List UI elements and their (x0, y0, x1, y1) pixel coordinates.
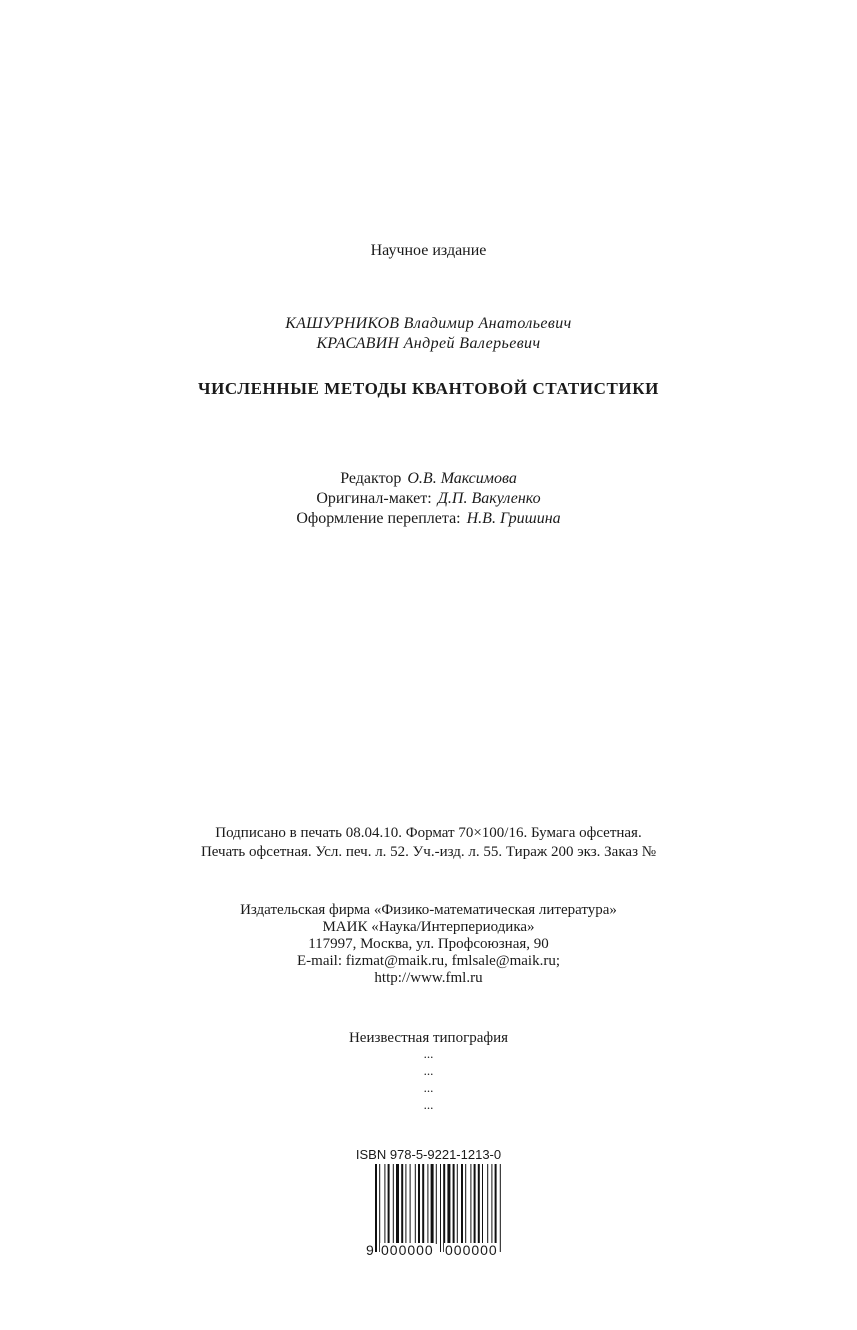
barcode-digit-group-1: 000000 (381, 1242, 434, 1258)
author-1-surname: КАШУРНИКОВ (285, 315, 400, 332)
credit-role: Оформление переплета: (296, 510, 461, 527)
printer-name: Неизвестная типография (348, 1030, 509, 1046)
credit-role: Оригинал-макет: (316, 490, 432, 507)
barcode-digit-group-2: 000000 (445, 1242, 498, 1258)
publisher-address: 117997, Москва, ул. Профсоюзная, 90 (308, 936, 549, 952)
credit-person: О.В. Максимова (407, 470, 517, 487)
credit-person: Н.В. Гришина (466, 510, 561, 527)
credit-person: Д.П. Вакуленко (437, 490, 541, 507)
printer-detail-line: ... (423, 1097, 434, 1112)
publisher-line-2: МАИК «Наука/Интерпериодика» (322, 919, 535, 935)
credit-role: Редактор (340, 470, 402, 487)
publisher-website: http://www.fml.ru (374, 970, 483, 986)
author-1-given-names: Владимир Анатольевич (403, 315, 572, 332)
printer-detail-line: ... (423, 1046, 434, 1061)
publication-genre: Научное издание (370, 242, 487, 259)
credit-layout (0, 491, 857, 507)
publisher-email: E-mail: fizmat@maik.ru, fmlsale@maik.ru; (297, 953, 560, 969)
publisher-line-1: Издательская фирма «Физико-математическая литература» (240, 902, 617, 918)
author-2-given-names: Андрей Валерьевич (403, 335, 541, 352)
author-1 (0, 316, 857, 332)
barcode-lead-digit: 9 (366, 1242, 374, 1258)
book-title: ЧИСЛЕННЫЕ МЕТОДЫ КВАНТОВОЙ СТАТИСТИКИ (198, 379, 659, 398)
credit-cover-design (0, 511, 857, 527)
credit-editor (0, 471, 857, 487)
imprint-line-2: Печать офсетная. Усл. печ. л. 52. Уч.-изд. л. 55. Тираж 200 экз. Заказ № (200, 844, 657, 860)
printer-detail-line: ... (423, 1063, 434, 1078)
printer-detail-line: ... (423, 1080, 434, 1095)
author-2-surname: КРАСАВИН (316, 335, 400, 352)
isbn-label: ISBN 978-5-9221-1213-0 (355, 1147, 502, 1162)
author-2 (0, 336, 857, 352)
imprint-line-1: Подписано в печать 08.04.10. Формат 70×100/16. Бумага офсетная. (215, 825, 642, 841)
